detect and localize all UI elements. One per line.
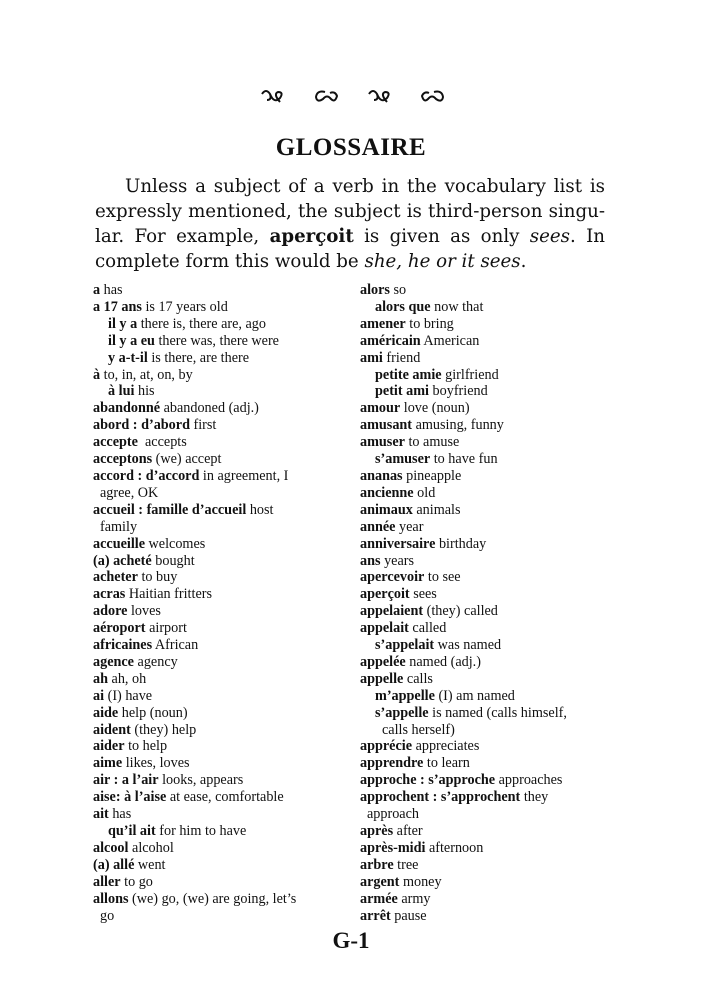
glossary-entry (360, 772, 630, 789)
ornament-icon (311, 86, 341, 108)
entry-translation: there was, there were (154, 332, 279, 349)
entry-headword: approchent : s’approchent (360, 789, 521, 806)
entry-translation: called (408, 620, 447, 637)
glossary-entry (360, 316, 630, 333)
entry-translation: years (380, 552, 414, 569)
intro-line (95, 199, 605, 224)
glossary-entry (93, 722, 343, 739)
entry-translation: loves (127, 603, 161, 620)
glossary-entry (93, 637, 343, 654)
entry-headword: ai (93, 687, 105, 704)
glossary-entry-continuation (360, 806, 630, 823)
glossary-entry (93, 654, 343, 671)
entry-translation: welcomes (145, 535, 206, 552)
entry-translation: birthday (435, 535, 487, 552)
glossary-entry (93, 367, 343, 384)
entry-translation: has (100, 282, 123, 298)
entry-headword: abandonné (93, 400, 161, 417)
entry-translation: has (108, 806, 132, 823)
entry-headword: à (93, 366, 101, 383)
entry-translation: after (393, 823, 423, 839)
entry-translation: to bring (405, 315, 454, 332)
entry-translation: to learn (423, 755, 470, 772)
intro-text: . (520, 251, 527, 272)
entry-translation: old (413, 484, 436, 501)
glossary-entry (360, 417, 630, 434)
glossary-entry-continuation (93, 485, 343, 502)
entry-translation: (I) am named (434, 687, 515, 704)
entry-headword: arbre (360, 856, 394, 873)
entry-headword: ans (360, 552, 381, 569)
intro-text: complete form this would be (95, 251, 365, 272)
entry-translation: (we) go, (we) are going, let’s (128, 890, 297, 907)
entry-translation: likes, loves (122, 755, 190, 772)
intro-line (95, 174, 605, 199)
entry-headword: adore (93, 603, 128, 620)
entry-headword: appelle (360, 670, 404, 687)
entry-translation: go (100, 907, 115, 924)
entry-headword: acras (93, 586, 126, 603)
entry-translation: to have fun (430, 451, 498, 468)
glossary-entry (360, 451, 630, 468)
glossary-entry (360, 519, 630, 536)
entry-translation: (they) help (130, 721, 197, 738)
entry-headword: argent (360, 873, 400, 890)
intro-bold-term: aperçoit (269, 226, 354, 247)
entry-headword: aéroport (93, 620, 146, 637)
entry-headword: accueille (93, 535, 145, 552)
entry-headword: ait (93, 806, 109, 823)
entry-headword: accord : d’accord (93, 467, 200, 484)
entry-translation: to, in, at, on, by (100, 366, 193, 383)
glossary-entry (360, 485, 630, 502)
intro-italic-text: sees (529, 226, 570, 247)
entry-headword: amener (360, 315, 406, 332)
glossary-entry (93, 299, 343, 316)
entry-headword: après (360, 823, 394, 839)
entry-translation: calls herself) (382, 721, 455, 738)
entry-translation: his (134, 383, 155, 400)
glossary-entry (93, 282, 343, 299)
glossary-entry (93, 620, 343, 637)
entry-translation: (I) have (104, 687, 153, 704)
glossary-entry-continuation (93, 519, 343, 536)
glossary-entry (360, 400, 630, 417)
entry-translation: pineapple (402, 467, 462, 484)
entry-headword: alcool (93, 839, 129, 856)
ornament-row (258, 86, 448, 110)
entry-headword: ananas (360, 467, 403, 484)
glossary-entry (360, 553, 630, 570)
entry-translation: abandoned (adj.) (160, 400, 259, 417)
glossary-entry (93, 502, 343, 519)
entry-headword: amour (360, 400, 401, 417)
entry-headword: appelait (360, 620, 409, 637)
glossary-entry (93, 705, 343, 722)
entry-headword: acceptons (93, 451, 153, 468)
intro-text: Unless a subject of a verb in the vocabulary list is (125, 176, 605, 197)
glossary-entry (93, 789, 343, 806)
glossary-entry (93, 840, 343, 857)
glossary-entry (93, 671, 343, 688)
entry-translation: to help (124, 738, 168, 755)
glossary-entry (360, 857, 630, 874)
glossary-entry (360, 299, 630, 316)
glossary-entry (93, 823, 343, 840)
entry-headword: il y a (108, 315, 138, 332)
entry-headword: agence (93, 653, 134, 670)
glossary-entry (360, 536, 630, 553)
entry-translation: first (189, 417, 217, 434)
intro-text: expressly mentioned, the subject is third-person singu- (95, 201, 605, 222)
entry-translation: in agreement, I (199, 467, 289, 484)
entry-translation: went (134, 856, 166, 873)
entry-translation: named (adj.) (405, 653, 481, 670)
entry-headword: amusant (360, 417, 413, 434)
ornament-icon (258, 86, 288, 108)
entry-translation: approach (367, 806, 419, 823)
entry-headword: accueil : famille d’accueil (93, 501, 247, 518)
entry-headword: apprécie (360, 738, 413, 755)
entry-translation: looks, appears (158, 772, 244, 789)
glossary-entry (93, 417, 343, 434)
entry-headword: acheter (93, 569, 138, 586)
entry-headword: ancienne (360, 484, 414, 501)
entry-translation: agency (133, 653, 178, 670)
glossary-entry (93, 468, 343, 485)
intro-line (95, 249, 605, 274)
entry-translation: army (397, 890, 431, 907)
glossary-entry (360, 586, 630, 603)
glossary-entry (93, 350, 343, 367)
entry-translation: Haitian fritters (125, 586, 212, 603)
entry-headword: aide (93, 704, 119, 721)
glossary-entry (93, 333, 343, 350)
entry-translation: to go (120, 873, 153, 890)
glossary-entry (360, 620, 630, 637)
glossary-entry (93, 434, 343, 451)
entry-translation: year (395, 518, 424, 535)
entry-translation: to buy (137, 569, 178, 586)
glossary-entry (360, 738, 630, 755)
glossary-entry (93, 536, 343, 553)
entry-translation: host (246, 501, 274, 518)
glossary-entry (93, 569, 343, 586)
entry-headword: (a) acheté (93, 552, 152, 569)
entry-translation: at ease, comfortable (166, 789, 284, 806)
glossary-entry (360, 333, 630, 350)
entry-translation: African (152, 637, 199, 654)
entry-translation: sees (409, 586, 437, 603)
entry-headword: apprendre (360, 755, 424, 772)
entry-headword: petite amie (375, 366, 442, 383)
entry-headword: alors que (375, 298, 431, 315)
glossary-entry (93, 755, 343, 772)
glossary-entry (360, 908, 630, 925)
glossary-entry (360, 637, 630, 654)
entry-headword: petit ami (375, 383, 429, 400)
glossary-entry (360, 823, 630, 840)
glossary-entry (360, 603, 630, 620)
entry-headword: amuser (360, 434, 405, 451)
entry-headword: y a-t-il (108, 349, 148, 366)
entry-headword: s’appelle (375, 704, 429, 721)
entry-headword: approche : s’approche (360, 772, 496, 789)
intro-line (95, 224, 605, 249)
entry-translation: approaches (495, 772, 563, 789)
intro-text: is given as only (353, 226, 530, 247)
glossary-entry (360, 755, 630, 772)
glossary-entry (93, 874, 343, 891)
intro-italic-text: she, he or it sees (364, 251, 521, 272)
glossary-entry (360, 874, 630, 891)
glossary-column-left (93, 282, 343, 924)
entry-translation: love (noun) (400, 400, 470, 417)
entry-translation: now that (430, 298, 484, 315)
entry-translation: they (520, 789, 549, 806)
glossary-entry (360, 654, 630, 671)
intro-paragraph (95, 174, 605, 274)
entry-headword: ah (93, 670, 108, 687)
entry-translation: boyfriend (428, 383, 488, 400)
entry-translation: there is, there are, ago (137, 315, 266, 332)
entry-translation: alcohol (128, 839, 174, 856)
entry-headword: a 17 ans (93, 298, 142, 315)
entry-headword: américain (360, 332, 421, 349)
entry-headword: abord : d’abord (93, 417, 190, 434)
entry-headword: a (93, 282, 101, 298)
entry-translation: is named (calls himself, (428, 704, 567, 721)
entry-headword: (a) allé (93, 856, 135, 873)
entry-headword: à lui (108, 383, 135, 400)
glossary-entry (93, 772, 343, 789)
entry-translation: to amuse (404, 434, 460, 451)
entry-translation: friend (382, 349, 421, 366)
entry-translation: to see (424, 569, 461, 586)
glossary-entry (360, 840, 630, 857)
entry-headword: anniversaire (360, 535, 436, 552)
entry-headword: allons (93, 890, 129, 907)
entry-translation: (they) called (423, 603, 498, 620)
entry-translation: is there, are there (147, 349, 250, 366)
glossary-entry (93, 891, 343, 908)
glossary-entry (93, 316, 343, 333)
entry-translation: ah, oh (107, 670, 147, 687)
entry-translation: for him to have (155, 823, 247, 839)
glossary-entry (360, 367, 630, 384)
entry-headword: aise: à l’aise (93, 789, 167, 806)
entry-translation: calls (403, 670, 433, 687)
glossary-entry (93, 586, 343, 603)
entry-headword: année (360, 518, 396, 535)
ornament-icon (365, 86, 395, 108)
glossary-entry (360, 671, 630, 688)
entry-headword: appelaient (360, 603, 424, 620)
intro-text: lar. For example, (95, 226, 270, 247)
entry-headword: aider (93, 738, 125, 755)
entry-headword: arrêt (360, 907, 391, 924)
entry-translation: bought (151, 552, 195, 569)
intro-text: . In (569, 226, 605, 247)
glossary-entry (93, 688, 343, 705)
entry-translation: so (389, 282, 407, 298)
glossary-entry (93, 603, 343, 620)
entry-headword: ami (360, 349, 383, 366)
glossary-column-right (360, 282, 630, 924)
glossary-entry (93, 738, 343, 755)
page-number: G-1 (332, 928, 370, 953)
entry-headword: aller (93, 873, 121, 890)
entry-translation: amusing, funny (412, 417, 504, 434)
entry-translation: (we) accept (152, 451, 222, 468)
entry-translation: accepts (137, 434, 187, 451)
glossary-entry (360, 789, 630, 806)
entry-headword: appelée (360, 653, 406, 670)
entry-headword: il y a eu (108, 332, 155, 349)
entry-headword: s’amuser (375, 451, 431, 468)
glossary-entry (93, 383, 343, 400)
entry-translation: appreciates (412, 738, 480, 755)
entry-translation: family (100, 518, 138, 535)
entry-translation: money (399, 873, 442, 890)
glossary-entry (360, 502, 630, 519)
glossary-entry (360, 434, 630, 451)
glossary-entry (360, 468, 630, 485)
entry-translation: airport (145, 620, 187, 637)
entry-headword: armée (360, 890, 398, 907)
entry-headword: qu’il ait (108, 823, 156, 839)
entry-headword: aperçoit (360, 586, 410, 603)
entry-translation: agree, OK (100, 484, 159, 501)
entry-translation: tree (393, 856, 419, 873)
glossary-entry-continuation (93, 908, 343, 925)
entry-headword: animaux (360, 501, 413, 518)
glossary-entry (93, 451, 343, 468)
entry-translation: help (noun) (118, 704, 188, 721)
entry-headword: s’appelait (375, 637, 435, 654)
glossary-entry (360, 891, 630, 908)
entry-headword: africaines (93, 637, 153, 654)
entry-headword: m’appelle (375, 687, 435, 704)
entry-headword: apercevoir (360, 569, 425, 586)
glossary-entry (93, 553, 343, 570)
entry-translation: American (420, 332, 480, 349)
entry-translation: is 17 years old (141, 298, 228, 315)
glossary-entry (360, 569, 630, 586)
glossary-entry (360, 688, 630, 705)
entry-translation: girlfriend (441, 366, 499, 383)
glossary-entry (360, 350, 630, 367)
entry-headword: alors (360, 282, 390, 298)
page-title: GLOSSAIRE (275, 134, 427, 161)
entry-translation: afternoon (425, 839, 484, 856)
ornament-icon (418, 86, 448, 108)
entry-headword: aident (93, 721, 131, 738)
entry-translation: animals (412, 501, 461, 518)
glossary-entry (360, 705, 630, 722)
glossary-entry (360, 383, 630, 400)
entry-headword: air : a l’air (93, 772, 159, 789)
entry-translation: was named (434, 637, 502, 654)
entry-headword: après-midi (360, 839, 426, 856)
glossary-entry (93, 400, 343, 417)
glossary-entry (93, 857, 343, 874)
glossary-entry-continuation (360, 722, 630, 739)
glossary-entry (360, 282, 630, 299)
entry-headword: aime (93, 755, 123, 772)
glossary-entry (93, 806, 343, 823)
entry-headword: accepte (93, 434, 138, 451)
entry-translation: pause (390, 907, 427, 924)
